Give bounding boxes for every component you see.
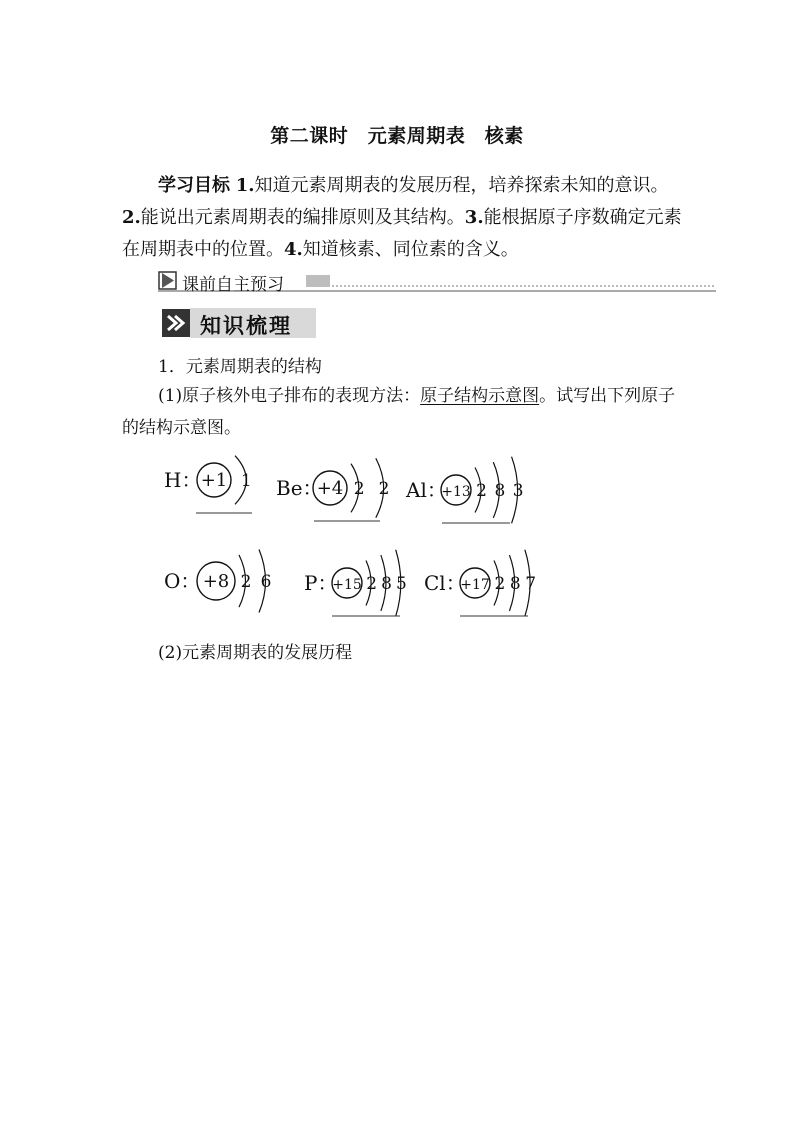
objective-4-number: 4. (284, 239, 303, 260)
nuclear-charge: +15 (332, 577, 362, 593)
objectives-label: 学习目标 (158, 175, 230, 196)
atom-diagram-al (405, 457, 524, 524)
nuclear-charge: +8 (202, 571, 230, 592)
element-symbol: O： (164, 569, 201, 593)
shell-electron-count: 8 (494, 481, 506, 501)
atom-diagram-h (164, 456, 252, 513)
page-title: 第二课时 元素周期表 核素 (270, 125, 524, 147)
objective-4-text: 知道核素、同位素的含义。 (302, 239, 519, 260)
element-symbol: P： (304, 571, 338, 595)
element-symbol: H： (164, 468, 202, 492)
shell-electron-count: 2 (366, 574, 378, 594)
shell-electron-count: 2 (240, 572, 252, 592)
shell-electron-count: 6 (260, 572, 272, 592)
paragraph-1-prefix: (1)原子核外电子排布的表现方法： (158, 386, 421, 406)
preview-banner-label: 课前自主预习 (182, 275, 284, 295)
knowledge-banner (160, 305, 320, 341)
nuclear-charge: +17 (460, 577, 490, 593)
atom-structure-diagrams (150, 445, 550, 635)
section-2-heading: (2)元素周期表的发展历程 (158, 643, 353, 663)
atom-diagram-cl (424, 550, 536, 617)
preview-banner (158, 268, 718, 295)
shell-electron-count: 1 (240, 471, 252, 491)
shell-electron-count: 3 (512, 481, 524, 501)
nuclear-charge: +1 (200, 470, 228, 491)
atom-diagram-p (304, 550, 407, 617)
objective-3-number: 3. (464, 207, 484, 228)
shell-electron-count: 8 (509, 574, 521, 594)
knowledge-banner-label: 知识梳理 (200, 314, 292, 338)
paragraph-1-suffix: 。试写出下列原子的结构示意图。 (122, 386, 676, 438)
shell-electron-count: 5 (396, 574, 407, 594)
atom-diagram-o (164, 550, 271, 613)
atom-diagram-be (276, 458, 389, 521)
nuclear-charge: +4 (316, 478, 344, 499)
paragraph-1 (122, 380, 682, 444)
shell-electron-count: 2 (494, 574, 506, 594)
nuclear-charge: +13 (441, 484, 471, 500)
objective-3-text: 能根据原子序数确定元素在周期表中的位置。 (122, 207, 682, 260)
shell-electron-count: 7 (525, 574, 537, 594)
objective-1-text: 知道元素周期表的发展历程，培养探索未知的意识。 (254, 175, 669, 196)
section-1-heading: 1．元素周期表的结构 (158, 357, 322, 377)
objective-1-number: 1. (235, 175, 255, 196)
shell-electron-count: 2 (378, 479, 390, 499)
element-symbol: Be： (276, 476, 323, 500)
objective-2-number: 2. (122, 207, 141, 228)
shell-electron-count: 2 (353, 479, 365, 499)
objective-2-text: 能说出元素周期表的编排原则及其结构。 (140, 207, 465, 228)
learning-objectives (122, 170, 682, 266)
element-symbol: Cl： (424, 571, 466, 595)
answer-blank: 原子结构示意图 (420, 386, 540, 406)
element-symbol: Al： (406, 478, 447, 502)
shell-electron-count: 8 (381, 574, 392, 594)
shell-electron-count: 2 (476, 481, 487, 501)
